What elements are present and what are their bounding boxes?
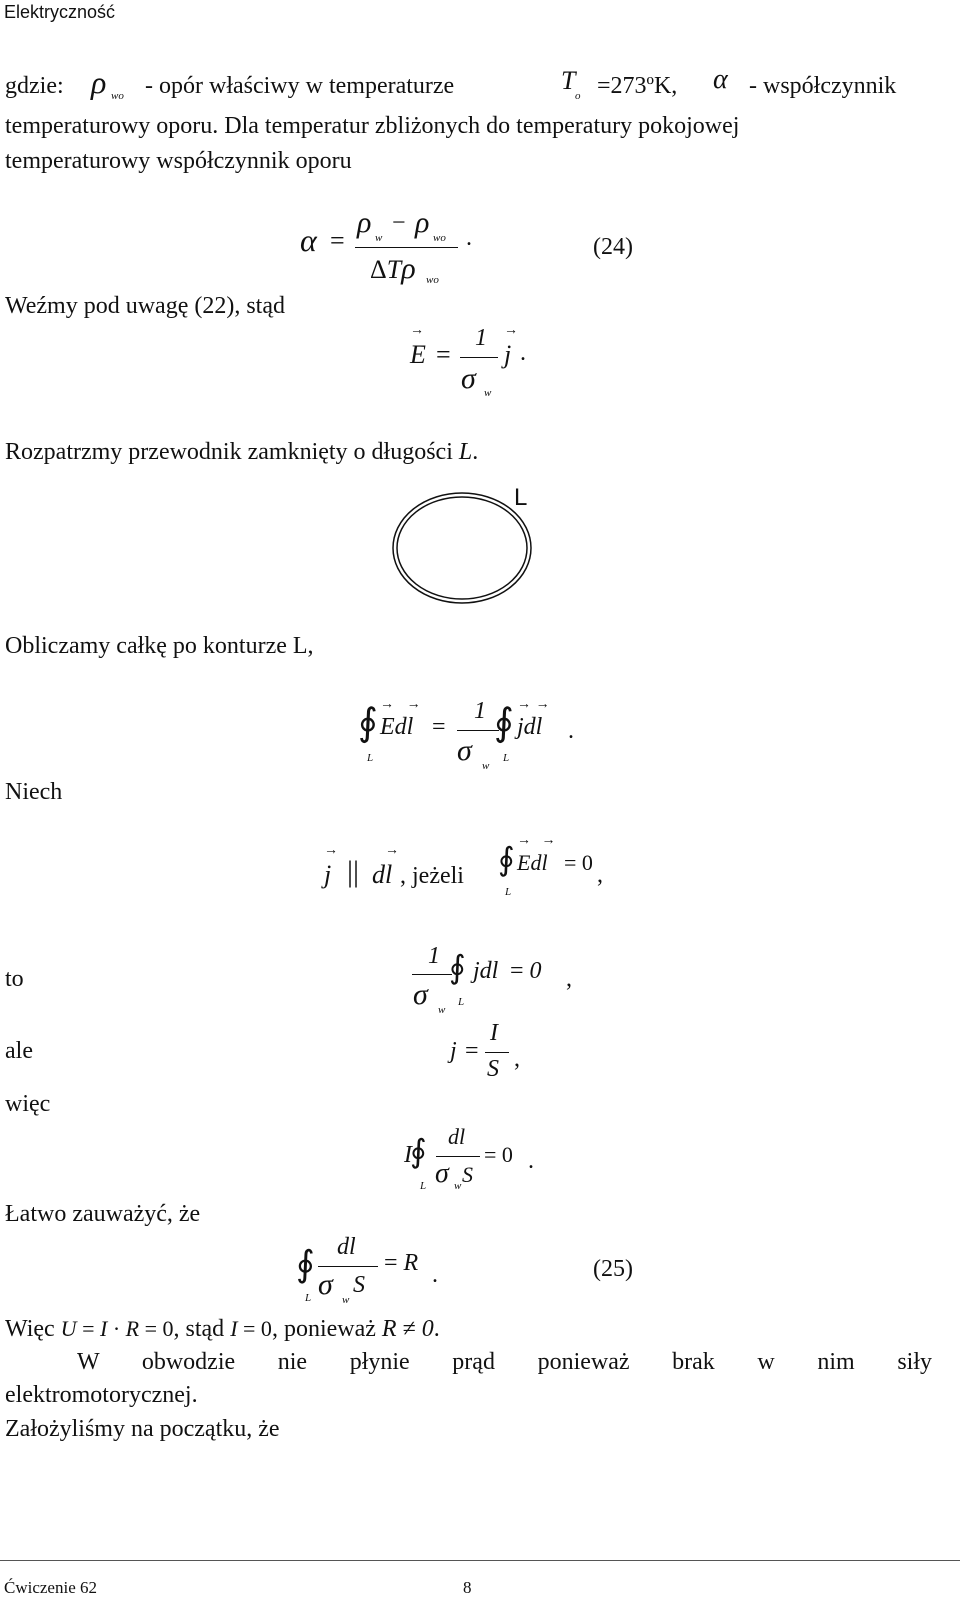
p1-opor-text: - opór właściwy w temperaturze (145, 73, 455, 99)
running-header: Elektryczność (4, 2, 116, 22)
elektro-line: elektromotorycznej. (5, 1382, 198, 1408)
temperature-value: =273ºK, (597, 73, 678, 99)
latwo-text: Łatwo zauważyć, że (5, 1201, 201, 1227)
temperature-subscript: o (575, 90, 581, 102)
to-text: to (5, 966, 24, 992)
zalozylismy-line: Założyliśmy na początku, że (5, 1416, 280, 1442)
wezmy-text: Weźmy pod uwagę (22), stąd (5, 293, 285, 319)
w-obwodzie-line: W obwodzie nie płynie prąd ponieważ brak w nim siły (77, 1349, 932, 1375)
loop-label: L (514, 484, 528, 511)
rho-subscript: wo (111, 90, 124, 102)
niech-text: Niech (5, 779, 63, 805)
p1-line3: temperaturowy współczynnik oporu (5, 148, 352, 174)
temperature-symbol: T (561, 66, 576, 95)
p1-wsp-text: - współczynnik (749, 73, 897, 99)
footer-divider (0, 1560, 960, 1561)
p1-gdzie: gdzie: (5, 73, 64, 99)
equation-24-number: (24) (593, 234, 633, 260)
closed-loop-figure (380, 478, 560, 618)
obliczamy-text: Obliczamy całkę po konturze L, (5, 633, 314, 659)
alpha-symbol: α (713, 64, 728, 95)
rozpatrzmy-text: Rozpatrzmy przewodnik zamknięty o długości L. (5, 439, 479, 465)
equation-25-number: (25) (593, 1256, 633, 1282)
wiec-text: więc (5, 1091, 51, 1117)
rho-symbol: ρ (91, 64, 107, 100)
footer-exercise: Ćwiczenie 62 (4, 1578, 97, 1597)
ale-text: ale (5, 1038, 33, 1064)
p1-line2: temperaturowy oporu. Dla temperatur zbliżonych do temperatury pokojowej (5, 113, 740, 139)
page-number: 8 (463, 1578, 472, 1597)
wiec2-line: Więc U = I · R = 0, stąd I = 0, ponieważ R ≠ 0. (5, 1316, 440, 1342)
